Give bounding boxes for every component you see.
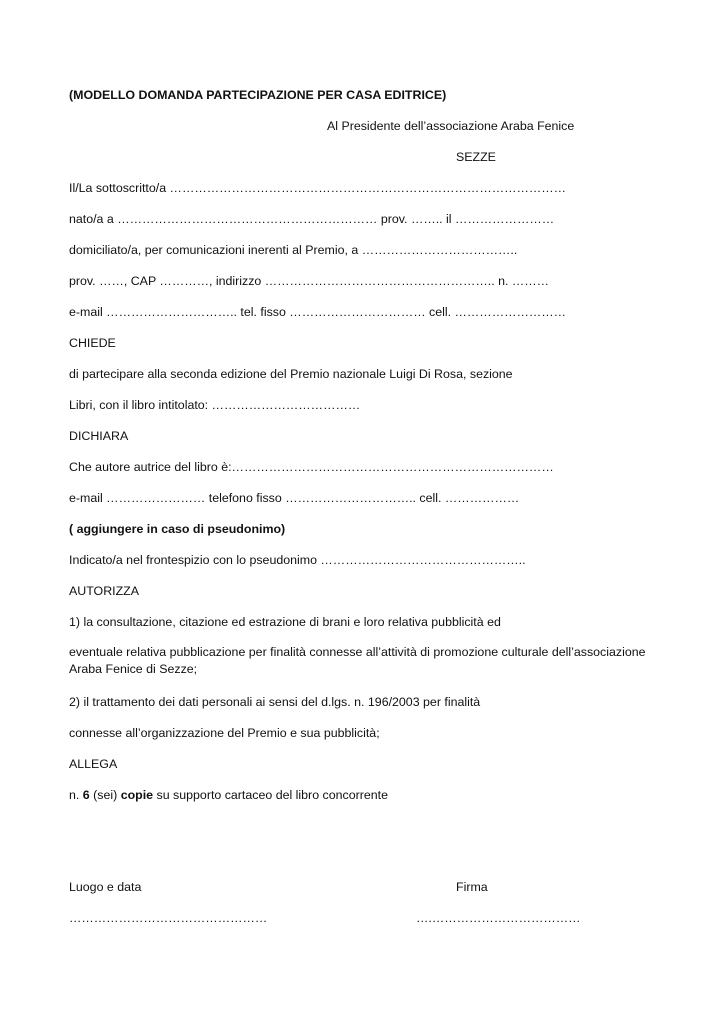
field-domiciliato: domiciliato/a, per comunicazioni inerenti al Premio, a ……………………………….. — [69, 243, 518, 257]
recipient-line: Al Presidente dell’associazione Araba Fenice — [327, 119, 575, 133]
text-allega-copie — [69, 787, 388, 803]
allega-number: 6 — [82, 788, 90, 802]
document-title: (MODELLO DOMANDA PARTECIPAZIONE PER CASA EDITRICE) — [69, 88, 447, 102]
field-nato: nato/a a ……………………………………………………… prov. …….. il …………………… — [69, 212, 555, 226]
label-firma: Firma — [456, 880, 488, 894]
field-email-autore: e-mail …………………… telefono fisso ………………………….. cell. ……………… — [69, 491, 520, 505]
field-autore: Che autore autrice del libro è:…………………………………………………………………… — [69, 460, 554, 474]
text-eventuale: eventuale relativa pubblicazione per finalità connesse all’attività di promozione culturale dell’associazione Araba Fenice di Sezze; — [69, 645, 646, 676]
allega-copie: copie — [120, 788, 154, 802]
city-line: SEZZE — [456, 150, 496, 164]
field-prov-cap: prov. ……, CAP …………, indirizzo ……………………………………………….. n. ……… — [69, 274, 550, 288]
allega-sei: (sei) — [93, 788, 118, 802]
heading-autorizza: AUTORIZZA — [69, 584, 139, 598]
note-pseudonimo: ( aggiungere in caso di pseudonimo) — [69, 522, 286, 536]
field-libro: Libri, con il libro intitolato: ……………………………… — [69, 398, 361, 412]
text-partecipare: di partecipare alla seconda edizione del Premio nazionale Luigi Di Rosa, sezione — [69, 367, 513, 381]
text-punto1: 1) la consultazione, citazione ed estrazione di brani e loro relativa pubblicità ed — [69, 615, 501, 629]
field-pseudonimo: Indicato/a nel frontespizio con lo pseudonimo ………………………………………….. — [69, 553, 526, 567]
text-connesse: connesse all’organizzazione del Premio e sua pubblicità; — [69, 726, 380, 740]
allega-rest: su supporto cartaceo del libro concorrente — [156, 788, 388, 802]
heading-allega: ALLEGA — [69, 757, 118, 771]
luogo-data-field: ………………………………………… — [69, 911, 268, 925]
heading-chiede: CHIEDE — [69, 336, 116, 350]
heading-dichiara: DICHIARA — [69, 429, 129, 443]
text-punto2: 2) il trattamento dei dati personali ai sensi del d.lgs. n. 196/2003 per finalità — [69, 695, 481, 709]
firma-field: ….……………………………… — [416, 911, 581, 925]
field-email-tel: e-mail ………………………….. tel. fisso …………………………… cell. ……………………… — [69, 305, 567, 319]
allega-n: n. — [69, 788, 80, 802]
field-sottoscritto: Il/La sottoscritto/a …………………………………………………………………………………… — [69, 181, 567, 195]
label-luogo-data: Luogo e data — [69, 880, 142, 894]
